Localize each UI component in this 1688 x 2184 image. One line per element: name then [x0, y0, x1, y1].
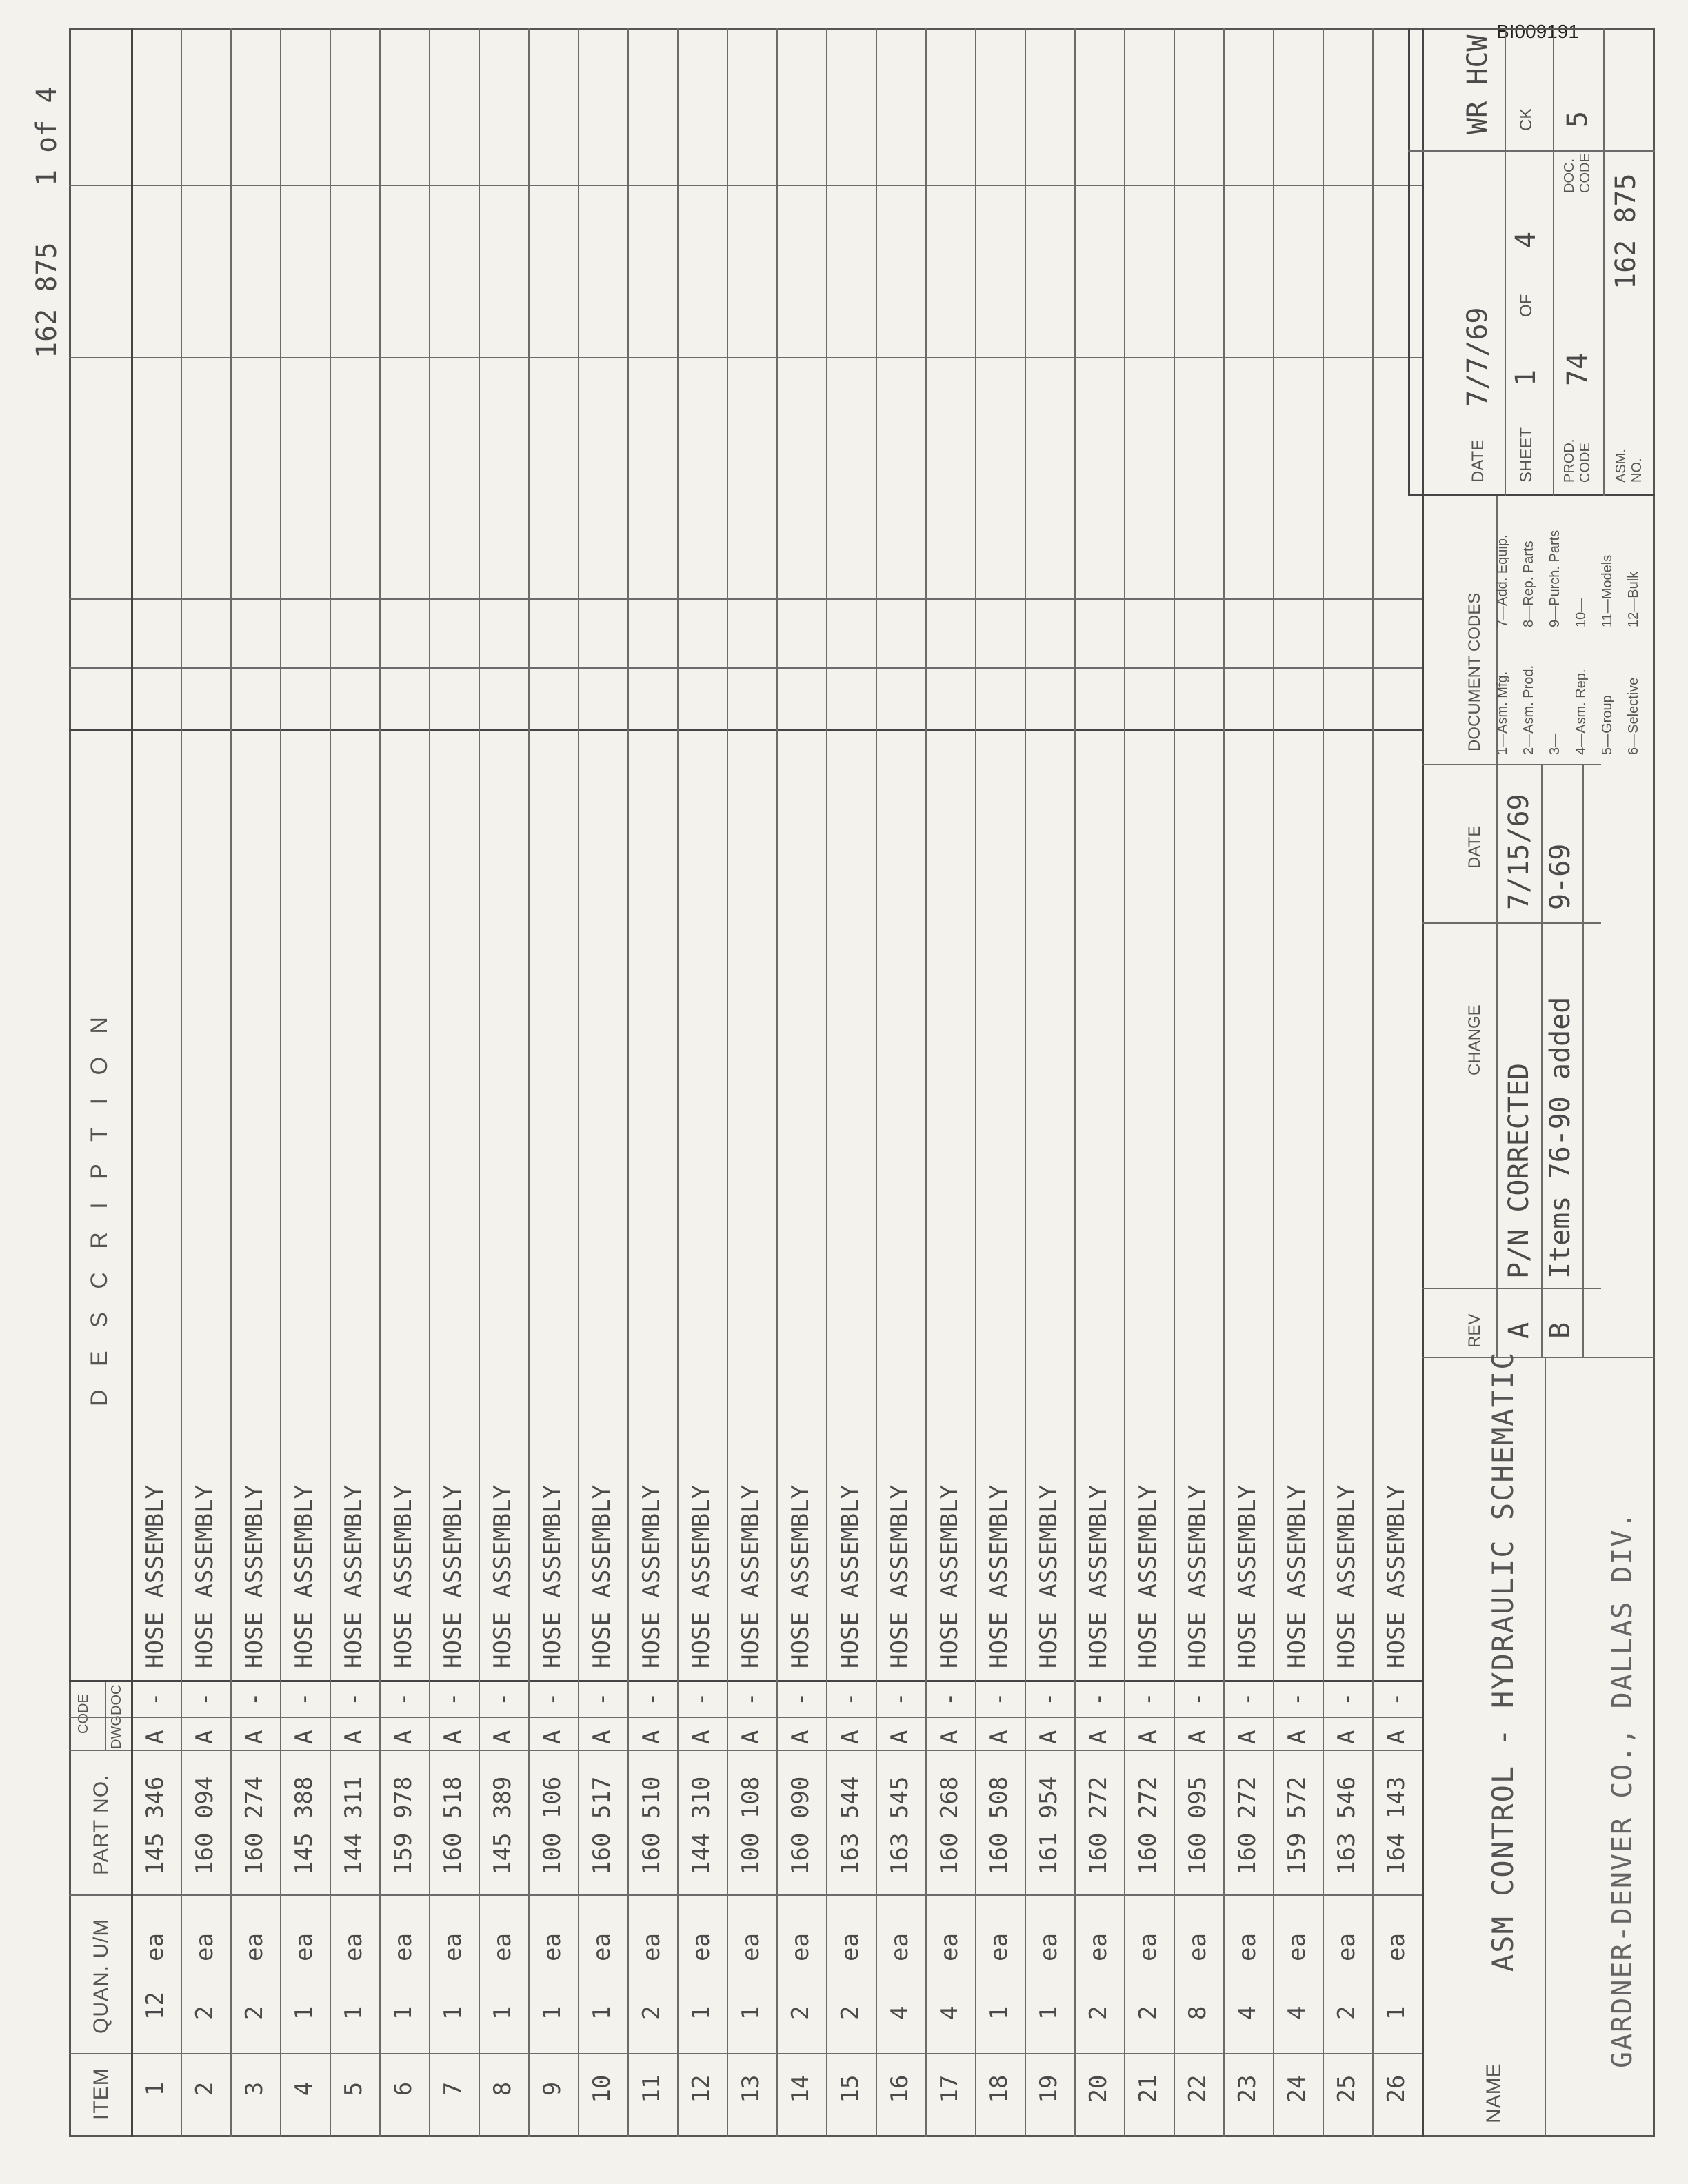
unit-cell: ea [836, 1933, 864, 1961]
dwg-code-cell: A [588, 1730, 616, 1744]
row-divider [1174, 28, 1175, 2137]
change-label: CHANGE [1465, 1004, 1484, 1075]
unit-cell: ea [191, 1933, 219, 1961]
dwg-code-cell: A [539, 1730, 566, 1744]
row-divider [280, 28, 281, 2137]
code-subheader-divider [105, 1682, 106, 1751]
header-code-dwg: DWG [109, 1715, 124, 1749]
row-divider [1025, 28, 1026, 2137]
footer-divider [1422, 922, 1601, 924]
dwg-code-cell: A [1283, 1730, 1311, 1744]
assembly-ref-top: 162 875 [31, 242, 63, 358]
description-cell: HOSE ASSEMBLY [141, 1484, 169, 1668]
unit-cell: ea [489, 1933, 516, 1961]
unit-cell: ea [687, 1933, 715, 1961]
item-cell: 23 [1234, 2074, 1261, 2103]
title-block-top [1408, 28, 1410, 496]
doc-code-cell: - [290, 1692, 318, 1706]
item-cell: 21 [1134, 2074, 1162, 2103]
doc-code-cell: - [1333, 1692, 1360, 1706]
quantity-cell: 2 [836, 2005, 864, 2020]
quantity-cell: 4 [1234, 2005, 1261, 2020]
header-part-no: PART NO. [90, 1774, 112, 1875]
doc-code-cell: - [737, 1692, 765, 1706]
description-cell: HOSE ASSEMBLY [489, 1484, 516, 1668]
part-number-cell: 160 095 [1184, 1776, 1212, 1875]
document-code-item: 11—Models [1600, 554, 1615, 627]
dwg-code-cell: A [1134, 1730, 1162, 1744]
document-code-item: 2—Asm. Prod. [1521, 665, 1536, 755]
item-cell: 1 [141, 2081, 169, 2096]
unit-cell: ea [1134, 1933, 1162, 1961]
dwg-code-cell: A [687, 1730, 715, 1744]
doc-code-cell: - [1283, 1692, 1311, 1706]
column-divider [69, 1717, 1422, 1718]
header-code: CODE [76, 1694, 91, 1734]
item-cell: 8 [489, 2081, 516, 2096]
footer-divider [1603, 28, 1605, 496]
item-cell: 2 [191, 2081, 219, 2096]
part-number-cell: 160 268 [936, 1776, 963, 1875]
item-cell: 25 [1333, 2074, 1360, 2103]
row-divider [1372, 28, 1374, 2137]
doc-code-label: DOC. CODE [1562, 153, 1593, 193]
rev-label: REV [1465, 1313, 1484, 1348]
description-cell: HOSE ASSEMBLY [539, 1484, 566, 1668]
unit-cell: ea [290, 1933, 318, 1961]
dwg-code-cell: A [141, 1730, 169, 1744]
row-divider [330, 28, 331, 2137]
doc-code-cell: - [1134, 1692, 1162, 1706]
quantity-cell: 2 [638, 2005, 665, 2020]
dwg-code-cell: A [985, 1730, 1013, 1744]
doc-code-cell: - [191, 1692, 219, 1706]
description-cell: HOSE ASSEMBLY [390, 1484, 417, 1668]
quantity-cell: 1 [390, 2005, 417, 2020]
column-divider [69, 729, 1422, 731]
description-cell: HOSE ASSEMBLY [1234, 1484, 1261, 1668]
doc-code-cell: - [886, 1692, 914, 1706]
footer-divider [1545, 1358, 1546, 2137]
column-divider [69, 357, 1422, 358]
quantity-cell: 2 [241, 2005, 268, 2020]
description-cell: HOSE ASSEMBLY [588, 1484, 616, 1668]
footer-divider [1553, 28, 1554, 496]
date-field-value: 7/7/69 [1462, 307, 1494, 407]
rev-b-change: Items 76-90 added [1545, 996, 1576, 1279]
part-number-cell: 160 508 [985, 1776, 1013, 1875]
description-cell: HOSE ASSEMBLY [836, 1484, 864, 1668]
part-number-cell: 100 106 [539, 1776, 566, 1875]
description-cell: HOSE ASSEMBLY [1134, 1484, 1162, 1668]
row-divider [826, 28, 827, 2137]
row-divider [230, 28, 232, 2137]
doc-code-value: 5 [1562, 110, 1594, 128]
description-cell: HOSE ASSEMBLY [1184, 1484, 1212, 1668]
item-cell: 16 [886, 2074, 914, 2103]
quantity-cell: 2 [1134, 2005, 1162, 2020]
row-divider [925, 28, 927, 2137]
prod-code-label: PROD. CODE [1562, 438, 1593, 483]
part-number-cell: 160 517 [588, 1776, 616, 1875]
dwg-code-cell: A [737, 1730, 765, 1744]
description-cell: HOSE ASSEMBLY [1085, 1484, 1112, 1668]
column-divider [69, 1680, 1422, 1682]
footer-divider [1582, 765, 1584, 1358]
doc-code-cell: - [439, 1692, 467, 1706]
doc-code-cell: - [1035, 1692, 1063, 1706]
rev-b-date: 9-69 [1545, 843, 1576, 910]
description-cell: HOSE ASSEMBLY [687, 1484, 715, 1668]
unit-cell: ea [638, 1933, 665, 1961]
footer-divider [1422, 764, 1601, 765]
company-name: GARDNER-DENVER CO., DALLAS DIV. [1607, 1510, 1638, 2068]
unit-cell: ea [241, 1933, 268, 1961]
quantity-cell: 12 [141, 1992, 169, 2020]
part-number-cell: 160 090 [787, 1776, 814, 1875]
part-number-cell: 164 143 [1383, 1776, 1410, 1875]
description-cell: HOSE ASSEMBLY [985, 1484, 1013, 1668]
document-code-item: 3— [1547, 733, 1563, 755]
row-divider [479, 28, 480, 2137]
part-number-cell: 160 272 [1134, 1776, 1162, 1875]
dwg-code-cell: A [936, 1730, 963, 1744]
doc-code-cell: - [638, 1692, 665, 1706]
part-number-cell: 144 310 [687, 1776, 715, 1875]
row-divider [677, 28, 679, 2137]
doc-code-cell: - [1383, 1692, 1410, 1706]
row-divider [1124, 28, 1125, 2137]
part-number-cell: 144 311 [340, 1776, 368, 1875]
description-cell: HOSE ASSEMBLY [1383, 1484, 1410, 1668]
description-cell: HOSE ASSEMBLY [737, 1484, 765, 1668]
row-divider [776, 28, 778, 2137]
part-number-cell: 161 954 [1035, 1776, 1063, 1875]
rotated-parts-list-sheet [28, 14, 1669, 2151]
description-cell: HOSE ASSEMBLY [638, 1484, 665, 1668]
item-cell: 7 [439, 2081, 467, 2096]
item-cell: 3 [241, 2081, 268, 2096]
row-divider [1323, 28, 1324, 2137]
dwg-code-cell: A [241, 1730, 268, 1744]
document-code-item: 6—Selective [1626, 677, 1641, 755]
row-divider [1273, 28, 1274, 2137]
document-code-item: 12—Bulk [1626, 571, 1641, 627]
item-cell: 12 [687, 2074, 715, 2103]
footer-divider [1408, 494, 1655, 496]
doc-code-cell: - [936, 1692, 963, 1706]
doc-code-cell: - [141, 1692, 169, 1706]
part-number-cell: 100 108 [737, 1776, 765, 1875]
row-divider [975, 28, 976, 2137]
sheet-ref-top: 1 of 4 [31, 86, 63, 186]
quantity-cell: 1 [539, 2005, 566, 2020]
column-divider [69, 1894, 1422, 1896]
item-cell: 22 [1184, 2074, 1212, 2103]
item-cell: 13 [737, 2074, 765, 2103]
dwg-code-cell: A [390, 1730, 417, 1744]
dwg-code-cell: A [1383, 1730, 1410, 1744]
dwg-code-cell: A [1184, 1730, 1212, 1744]
item-cell: 17 [936, 2074, 963, 2103]
description-cell: HOSE ASSEMBLY [787, 1484, 814, 1668]
unit-cell: ea [1283, 1933, 1311, 1961]
description-cell: HOSE ASSEMBLY [191, 1484, 219, 1668]
item-cell: 20 [1085, 2074, 1112, 2103]
description-cell: HOSE ASSEMBLY [1333, 1484, 1360, 1668]
ck-label: CK [1517, 108, 1536, 131]
document-code-item: 1—Asm. Mfg. [1495, 671, 1510, 755]
footer-divider [1541, 765, 1543, 1358]
column-divider [69, 667, 1422, 669]
header-code-doc: DOC [109, 1684, 124, 1715]
unit-cell: ea [1234, 1933, 1261, 1961]
sheet-label: SHEET [1517, 427, 1536, 483]
item-cell: 24 [1283, 2074, 1311, 2103]
doc-code-cell: - [787, 1692, 814, 1706]
of-value: 4 [1510, 231, 1542, 248]
quantity-cell: 1 [985, 2005, 1013, 2020]
dwg-code-cell: A [836, 1730, 864, 1744]
part-number-cell: 160 518 [439, 1776, 467, 1875]
row-divider [1074, 28, 1076, 2137]
quantity-cell: 4 [886, 2005, 914, 2020]
description-cell: HOSE ASSEMBLY [290, 1484, 318, 1668]
unit-cell: ea [1383, 1933, 1410, 1961]
doc-code-cell: - [1184, 1692, 1212, 1706]
part-number-cell: 163 546 [1333, 1776, 1360, 1875]
row-divider [1223, 28, 1225, 2137]
unit-cell: ea [340, 1933, 368, 1961]
quantity-cell: 1 [687, 2005, 715, 2020]
column-divider [69, 598, 1422, 600]
part-number-cell: 160 094 [191, 1776, 219, 1875]
item-cell: 19 [1035, 2074, 1063, 2103]
part-number-cell: 160 272 [1085, 1776, 1112, 1875]
dwg-code-cell: A [489, 1730, 516, 1744]
dwg-code-cell: A [439, 1730, 467, 1744]
part-number-cell: 159 572 [1283, 1776, 1311, 1875]
unit-cell: ea [1085, 1933, 1112, 1961]
wr-value: WR HCW [1462, 34, 1494, 134]
unit-cell: ea [936, 1933, 963, 1961]
row-divider [727, 28, 728, 2137]
column-divider [69, 1750, 1422, 1751]
of-label: OF [1517, 294, 1536, 317]
description-cell: HOSE ASSEMBLY [1283, 1484, 1311, 1668]
unit-cell: ea [737, 1933, 765, 1961]
document-codes-label: DOCUMENT CODES [1465, 592, 1484, 751]
row-divider [379, 28, 381, 2137]
quantity-cell: 2 [191, 2005, 219, 2020]
part-number-cell: 160 510 [638, 1776, 665, 1875]
document-stamp: BI009191 [1496, 21, 1579, 42]
part-number-cell: 160 274 [241, 1776, 268, 1875]
unit-cell: ea [588, 1933, 616, 1961]
description-cell: HOSE ASSEMBLY [936, 1484, 963, 1668]
doc-code-cell: - [340, 1692, 368, 1706]
dwg-code-cell: A [290, 1730, 318, 1744]
dwg-code-cell: A [787, 1730, 814, 1744]
dwg-code-cell: A [340, 1730, 368, 1744]
row-divider [1422, 28, 1424, 2137]
header-description: D E S C R I P T I O N [86, 1009, 112, 1406]
item-cell: 4 [290, 2081, 318, 2096]
unit-cell: ea [390, 1933, 417, 1961]
doc-code-cell: - [1234, 1692, 1261, 1706]
item-cell: 14 [787, 2074, 814, 2103]
quantity-cell: 1 [737, 2005, 765, 2020]
name-label: NAME [1483, 2063, 1505, 2123]
unit-cell: ea [1333, 1933, 1360, 1961]
part-number-cell: 159 978 [390, 1776, 417, 1875]
row-divider [131, 28, 133, 2137]
dwg-code-cell: A [1234, 1730, 1261, 1744]
document-code-item: 9—Purch. Parts [1547, 529, 1563, 627]
document-code-item: 10— [1574, 598, 1589, 627]
rev-a-change: P/N CORRECTED [1503, 1062, 1535, 1279]
quantity-cell: 4 [936, 2005, 963, 2020]
quantity-cell: 4 [1283, 2005, 1311, 2020]
dwg-code-cell: A [191, 1730, 219, 1744]
part-number-cell: 163 545 [886, 1776, 914, 1875]
doc-code-cell: - [241, 1692, 268, 1706]
item-cell: 6 [390, 2081, 417, 2096]
doc-code-cell: - [687, 1692, 715, 1706]
quantity-cell: 2 [1333, 2005, 1360, 2020]
unit-cell: ea [787, 1933, 814, 1961]
column-divider [69, 185, 1422, 186]
unit-cell: ea [1035, 1933, 1063, 1961]
description-cell: HOSE ASSEMBLY [886, 1484, 914, 1668]
prod-code-value: 74 [1562, 352, 1594, 386]
quantity-cell: 2 [1085, 2005, 1112, 2020]
footer-divider [1505, 28, 1506, 496]
unit-cell: ea [439, 1933, 467, 1961]
document-code-item: 7—Add. Equip. [1495, 534, 1510, 627]
rev-a: A [1503, 1322, 1535, 1339]
asm-no-label: ASM. NO. [1614, 449, 1645, 483]
sheet-value: 1 [1510, 369, 1542, 386]
row-divider [528, 28, 530, 2137]
quantity-cell: 1 [588, 2005, 616, 2020]
dwg-code-cell: A [1035, 1730, 1063, 1744]
assembly-name: ASM CONTROL - HYDRAULIC SCHEMATIC [1486, 1351, 1520, 1972]
dwg-code-cell: A [886, 1730, 914, 1744]
column-divider [69, 2053, 1422, 2054]
unit-cell: ea [1184, 1933, 1212, 1961]
item-cell: 11 [638, 2074, 665, 2103]
rev-a-date: 7/15/69 [1503, 793, 1535, 910]
row-divider [181, 28, 182, 2137]
header-quan: QUAN. U/M [90, 1918, 112, 2034]
doc-code-cell: - [588, 1692, 616, 1706]
item-cell: 15 [836, 2074, 864, 2103]
document-code-item: 4—Asm. Rep. [1574, 669, 1589, 755]
item-cell: 10 [588, 2074, 616, 2103]
part-number-cell: 163 544 [836, 1776, 864, 1875]
part-number-cell: 145 346 [141, 1776, 169, 1875]
unit-cell: ea [539, 1933, 566, 1961]
change-date-label: DATE [1465, 825, 1484, 869]
item-cell: 18 [985, 2074, 1013, 2103]
row-divider [578, 28, 579, 2137]
date-field-label: DATE [1469, 439, 1487, 483]
row-divider [876, 28, 877, 2137]
doc-code-cell: - [836, 1692, 864, 1706]
part-number-cell: 160 272 [1234, 1776, 1261, 1875]
document-code-item: 5—Group [1600, 695, 1615, 755]
description-cell: HOSE ASSEMBLY [241, 1484, 268, 1668]
item-cell: 26 [1383, 2074, 1410, 2103]
doc-code-cell: - [489, 1692, 516, 1706]
row-divider [429, 28, 430, 2137]
doc-code-cell: - [985, 1692, 1013, 1706]
dwg-code-cell: A [1085, 1730, 1112, 1744]
footer-divider [1422, 1288, 1601, 1289]
quantity-cell: 2 [787, 2005, 814, 2020]
dwg-code-cell: A [638, 1730, 665, 1744]
footer-divider [1422, 1357, 1655, 1358]
part-number-cell: 145 388 [290, 1776, 318, 1875]
unit-cell: ea [886, 1933, 914, 1961]
quantity-cell: 1 [439, 2005, 467, 2020]
row-divider [627, 28, 629, 2137]
quantity-cell: 1 [340, 2005, 368, 2020]
doc-code-cell: - [1085, 1692, 1112, 1706]
quantity-cell: 1 [489, 2005, 516, 2020]
quantity-cell: 1 [1035, 2005, 1063, 2020]
header-item: ITEM [90, 2067, 112, 2120]
doc-code-cell: - [390, 1692, 417, 1706]
unit-cell: ea [985, 1933, 1013, 1961]
document-code-item: 8—Rep. Parts [1521, 540, 1536, 627]
footer-divider [1408, 150, 1655, 152]
dwg-code-cell: A [1333, 1730, 1360, 1744]
quantity-cell: 1 [1383, 2005, 1410, 2020]
quantity-cell: 1 [290, 2005, 318, 2020]
part-number-cell: 145 389 [489, 1776, 516, 1875]
unit-cell: ea [141, 1933, 169, 1961]
item-cell: 5 [340, 2081, 368, 2096]
quantity-cell: 8 [1184, 2005, 1212, 2020]
rev-b: B [1545, 1322, 1576, 1339]
item-cell: 9 [539, 2081, 566, 2096]
description-cell: HOSE ASSEMBLY [340, 1484, 368, 1668]
description-cell: HOSE ASSEMBLY [439, 1484, 467, 1668]
asm-no-value: 162 875 [1610, 173, 1642, 290]
description-cell: HOSE ASSEMBLY [1035, 1484, 1063, 1668]
doc-code-cell: - [539, 1692, 566, 1706]
